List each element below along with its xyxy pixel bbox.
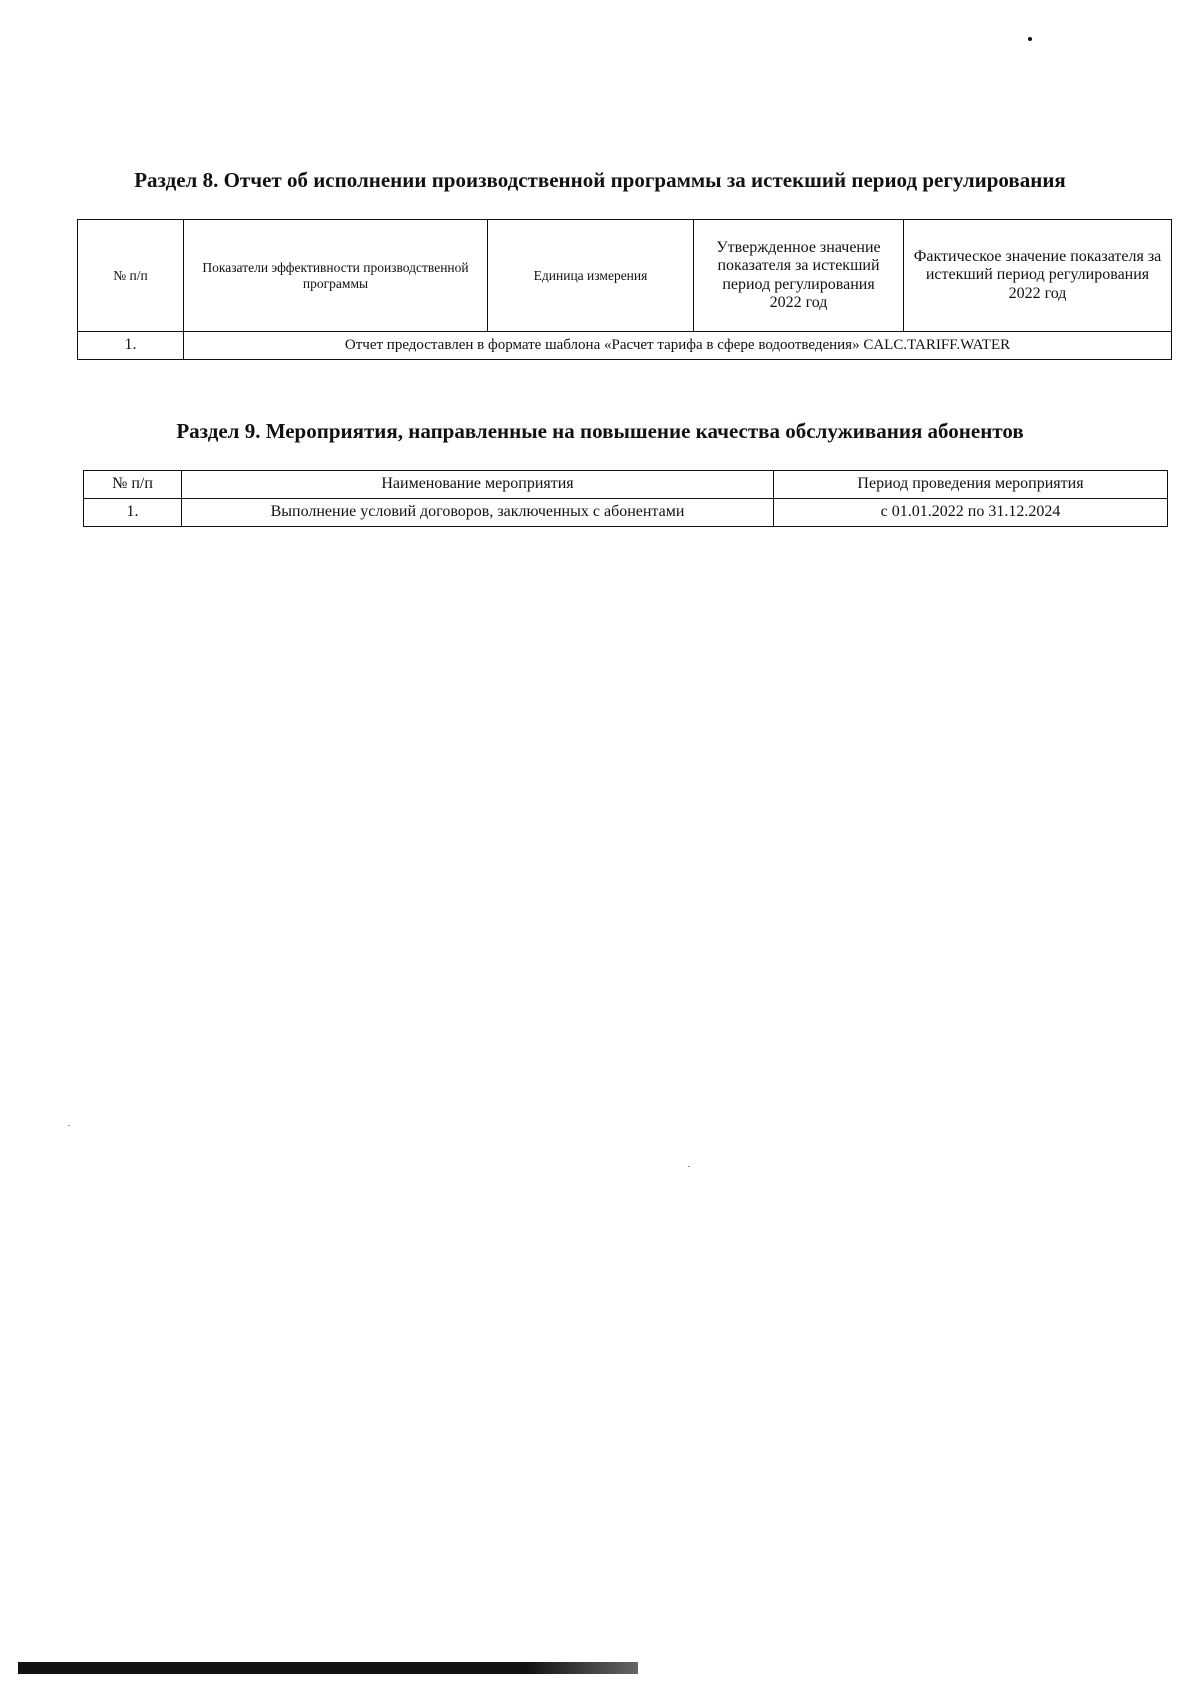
row-period: с 01.01.2022 по 31.12.2024 [774, 499, 1168, 527]
header-approved-text: Утвержденное значение показателя за истекший период регулирования [716, 238, 881, 293]
header-actual [904, 220, 1172, 332]
row-num: 1. [84, 499, 182, 527]
header-period: Период проведения мероприятия [774, 471, 1168, 499]
header-actual-year: 2022 год [1008, 284, 1067, 302]
section-9-title: Раздел 9. Мероприятия, направленные на повышение качества обслуживания абонентов [176, 419, 1024, 443]
header-num: № п/п [78, 220, 184, 332]
row-name: Выполнение условий договоров, заключенных с абонентами [182, 499, 774, 527]
section-9-table [83, 470, 1168, 527]
section-8-table [77, 219, 1172, 360]
table-row [78, 332, 1172, 360]
header-indicators: Показатели эффективности производственной программы [184, 220, 488, 332]
table-header-row [84, 471, 1168, 499]
header-unit: Единица измерения [488, 220, 694, 332]
header-approved [694, 220, 904, 332]
header-approved-year: 2022 год [769, 293, 828, 311]
header-name: Наименование мероприятия [182, 471, 774, 499]
scan-speck [1028, 37, 1032, 41]
header-num: № п/п [84, 471, 182, 499]
row-num: 1. [78, 332, 184, 360]
scan-mark [688, 1166, 690, 1167]
table-row [84, 499, 1168, 527]
scan-mark [68, 1125, 70, 1126]
row-note: Отчет предоставлен в формате шаблона «Расчет тарифа в сфере водоотведения» CALC.TARIFF.WATER [184, 332, 1172, 360]
section-8-title: Раздел 8. Отчет об исполнении производственной программы за истекший период регулирования [134, 168, 1066, 192]
scan-edge-bar [18, 1662, 638, 1674]
table-header-row [78, 220, 1172, 332]
header-actual-text: Фактическое значение показателя за истекший период регулирования [913, 247, 1162, 284]
